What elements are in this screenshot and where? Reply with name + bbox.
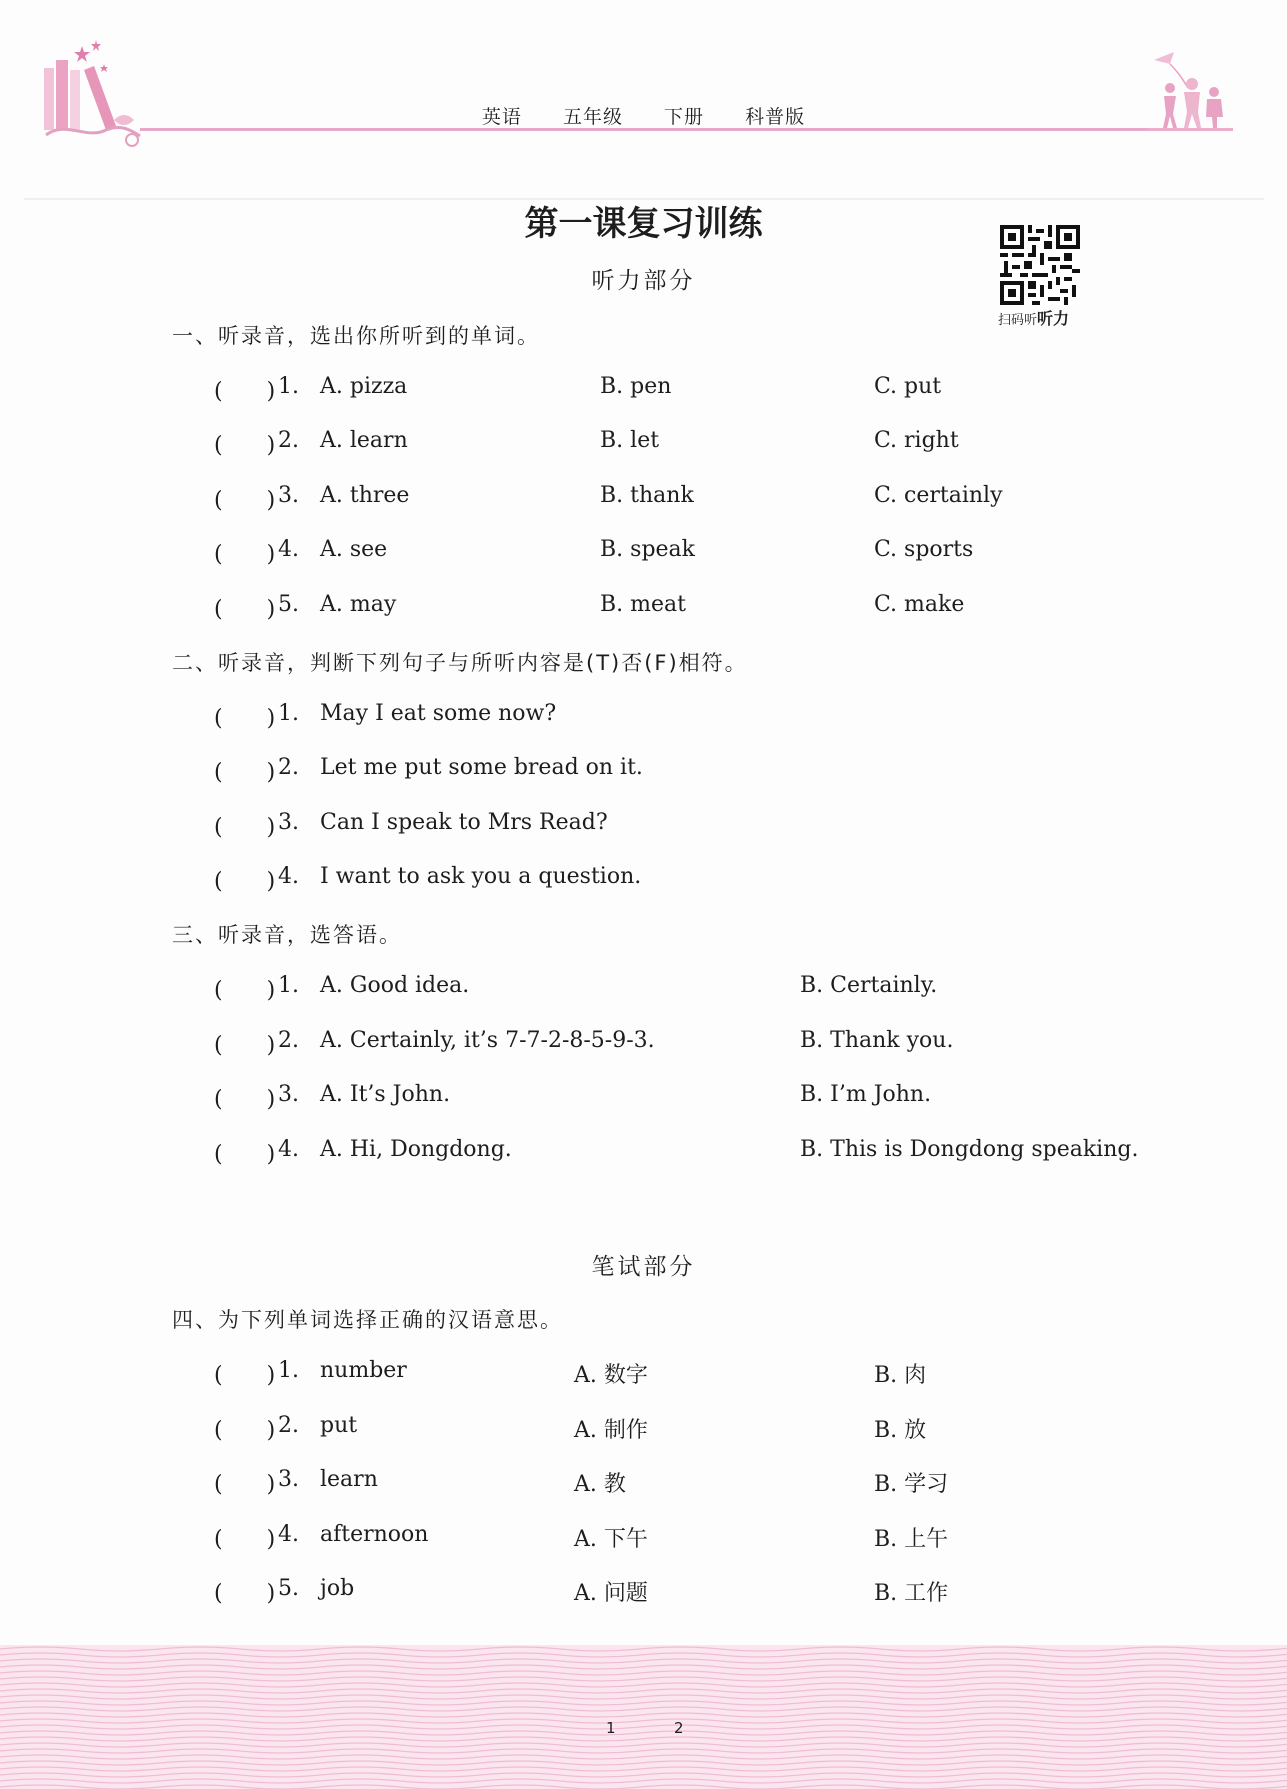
question-number: 1. bbox=[278, 973, 299, 998]
section1-question bbox=[0, 428, 1287, 458]
option-a: A. may bbox=[320, 592, 397, 617]
section4-question bbox=[0, 1467, 1287, 1497]
option-a: A. see bbox=[320, 537, 388, 562]
question-number: 4. bbox=[278, 1522, 299, 1547]
section4-question bbox=[0, 1358, 1287, 1388]
section1-heading: 一、听录音，选出你所听到的单词。 bbox=[172, 324, 540, 348]
question-number: 1. bbox=[278, 1358, 299, 1383]
question-number: 2. bbox=[278, 1028, 299, 1053]
answer-blank[interactable]: ( ) bbox=[214, 433, 276, 458]
statement-text: Can I speak to Mrs Read? bbox=[320, 810, 608, 835]
statement-text: Let me put some bread on it. bbox=[320, 755, 643, 780]
answer-blank[interactable]: ( ) bbox=[214, 1087, 276, 1112]
option-b: B. speak bbox=[600, 537, 695, 562]
option-b: B. Thank you. bbox=[800, 1028, 954, 1053]
section4-question bbox=[0, 1522, 1287, 1552]
section1-question bbox=[0, 483, 1287, 513]
option-a: A. Hi, Dongdong. bbox=[320, 1137, 512, 1162]
volume-label: 下册 bbox=[664, 106, 705, 128]
option-b: B. let bbox=[600, 428, 660, 453]
option-c: C. put bbox=[874, 374, 942, 399]
answer-blank[interactable]: ( ) bbox=[214, 1033, 276, 1058]
qr-caption-small: 扫码听 bbox=[998, 313, 1038, 328]
book-info bbox=[0, 102, 1287, 129]
section3-question bbox=[0, 1028, 1287, 1058]
option-b: B. pen bbox=[600, 374, 672, 399]
option-b: B. 学习 bbox=[874, 1472, 949, 1497]
page-number-left: 1 bbox=[606, 1719, 616, 1737]
section2-question bbox=[0, 864, 1287, 894]
option-a: A. Good idea. bbox=[320, 973, 470, 998]
section4-question bbox=[0, 1576, 1287, 1606]
page-number-right: 2 bbox=[674, 1719, 684, 1737]
option-a: A. 问题 bbox=[574, 1581, 648, 1606]
question-number: 3. bbox=[278, 1467, 299, 1492]
qr-code-icon bbox=[1000, 225, 1080, 305]
question-number: 1. bbox=[278, 374, 299, 399]
option-a: A. learn bbox=[320, 428, 408, 453]
section3-heading: 三、听录音，选答语。 bbox=[172, 923, 402, 947]
option-b: B. Certainly. bbox=[800, 973, 938, 998]
option-c: C. right bbox=[874, 428, 959, 453]
option-b: B. 放 bbox=[874, 1418, 927, 1443]
option-b: B. 肉 bbox=[874, 1363, 927, 1388]
answer-blank[interactable]: ( ) bbox=[214, 760, 276, 785]
children-kite-icon bbox=[1148, 52, 1233, 132]
answer-blank[interactable]: ( ) bbox=[214, 1363, 276, 1388]
section1-question bbox=[0, 537, 1287, 567]
answer-blank[interactable]: ( ) bbox=[214, 706, 276, 731]
writing-title: 笔试部分 bbox=[591, 1254, 696, 1280]
answer-blank[interactable]: ( ) bbox=[214, 1418, 276, 1443]
qr-caption bbox=[998, 306, 1069, 329]
option-b: B. meat bbox=[600, 592, 686, 617]
question-number: 3. bbox=[278, 810, 299, 835]
page-header bbox=[0, 0, 1287, 200]
option-a: A. 数字 bbox=[574, 1363, 648, 1388]
section3-question bbox=[0, 1082, 1287, 1112]
subject-label: 英语 bbox=[481, 106, 522, 128]
question-number: 5. bbox=[278, 592, 299, 617]
listening-title: 听力部分 bbox=[591, 268, 696, 294]
question-number: 5. bbox=[278, 1576, 299, 1601]
statement-text: May I eat some now? bbox=[320, 701, 557, 726]
option-c: C. sports bbox=[874, 537, 974, 562]
option-b: B. 工作 bbox=[874, 1581, 949, 1606]
option-b: B. This is Dongdong speaking. bbox=[800, 1137, 1139, 1162]
section2-question bbox=[0, 701, 1287, 731]
footer-wave-band bbox=[0, 1645, 1287, 1789]
question-number: 1. bbox=[278, 701, 299, 726]
answer-blank[interactable]: ( ) bbox=[214, 1527, 276, 1552]
answer-blank[interactable]: ( ) bbox=[214, 1472, 276, 1497]
question-number: 4. bbox=[278, 537, 299, 562]
question-number: 2. bbox=[278, 755, 299, 780]
answer-blank[interactable]: ( ) bbox=[214, 597, 276, 622]
section3-question bbox=[0, 1137, 1287, 1167]
answer-blank[interactable]: ( ) bbox=[214, 978, 276, 1003]
question-number: 2. bbox=[278, 1413, 299, 1438]
option-b: B. I’m John. bbox=[800, 1082, 932, 1107]
english-word: number bbox=[320, 1358, 407, 1383]
qr-caption-big: 听力 bbox=[1037, 309, 1070, 328]
section2-heading: 二、听录音，判断下列句子与所听内容是(T)否(F)相符。 bbox=[172, 651, 748, 675]
english-word: learn bbox=[320, 1467, 378, 1492]
answer-blank[interactable]: ( ) bbox=[214, 1142, 276, 1167]
grade-label: 五年级 bbox=[562, 106, 623, 128]
answer-blank[interactable]: ( ) bbox=[214, 488, 276, 513]
question-number: 4. bbox=[278, 864, 299, 889]
option-a: A. 教 bbox=[574, 1472, 626, 1497]
question-number: 2. bbox=[278, 428, 299, 453]
option-c: C. certainly bbox=[874, 483, 1003, 508]
answer-blank[interactable]: ( ) bbox=[214, 869, 276, 894]
answer-blank[interactable]: ( ) bbox=[214, 815, 276, 840]
option-a: A. three bbox=[320, 483, 410, 508]
answer-blank[interactable]: ( ) bbox=[214, 1581, 276, 1606]
answer-blank[interactable]: ( ) bbox=[214, 379, 276, 404]
option-a: A. Certainly, it’s 7-7-2-8-5-9-3. bbox=[320, 1028, 655, 1053]
option-a: A. It’s John. bbox=[320, 1082, 451, 1107]
section1-question bbox=[0, 374, 1287, 404]
answer-blank[interactable]: ( ) bbox=[214, 542, 276, 567]
option-c: C. make bbox=[874, 592, 965, 617]
books-logo-icon bbox=[36, 40, 161, 150]
question-number: 3. bbox=[278, 1082, 299, 1107]
english-word: put bbox=[320, 1413, 358, 1438]
option-a: A. 制作 bbox=[574, 1418, 648, 1443]
section4-question bbox=[0, 1413, 1287, 1443]
section1-question bbox=[0, 592, 1287, 622]
section2-question bbox=[0, 755, 1287, 785]
option-a: A. 下午 bbox=[574, 1527, 648, 1552]
question-number: 4. bbox=[278, 1137, 299, 1162]
section4-heading: 四、为下列单词选择正确的汉语意思。 bbox=[172, 1308, 563, 1332]
question-number: 3. bbox=[278, 483, 299, 508]
option-b: B. 上午 bbox=[874, 1527, 949, 1552]
statement-text: I want to ask you a question. bbox=[320, 864, 642, 889]
option-b: B. thank bbox=[600, 483, 694, 508]
section3-question bbox=[0, 973, 1287, 1003]
section2-question bbox=[0, 810, 1287, 840]
english-word: job bbox=[320, 1576, 355, 1601]
option-a: A. pizza bbox=[320, 374, 408, 399]
page-title: 第一课复习训练 bbox=[524, 204, 763, 244]
english-word: afternoon bbox=[320, 1522, 429, 1547]
edition-label: 科普版 bbox=[745, 106, 806, 128]
